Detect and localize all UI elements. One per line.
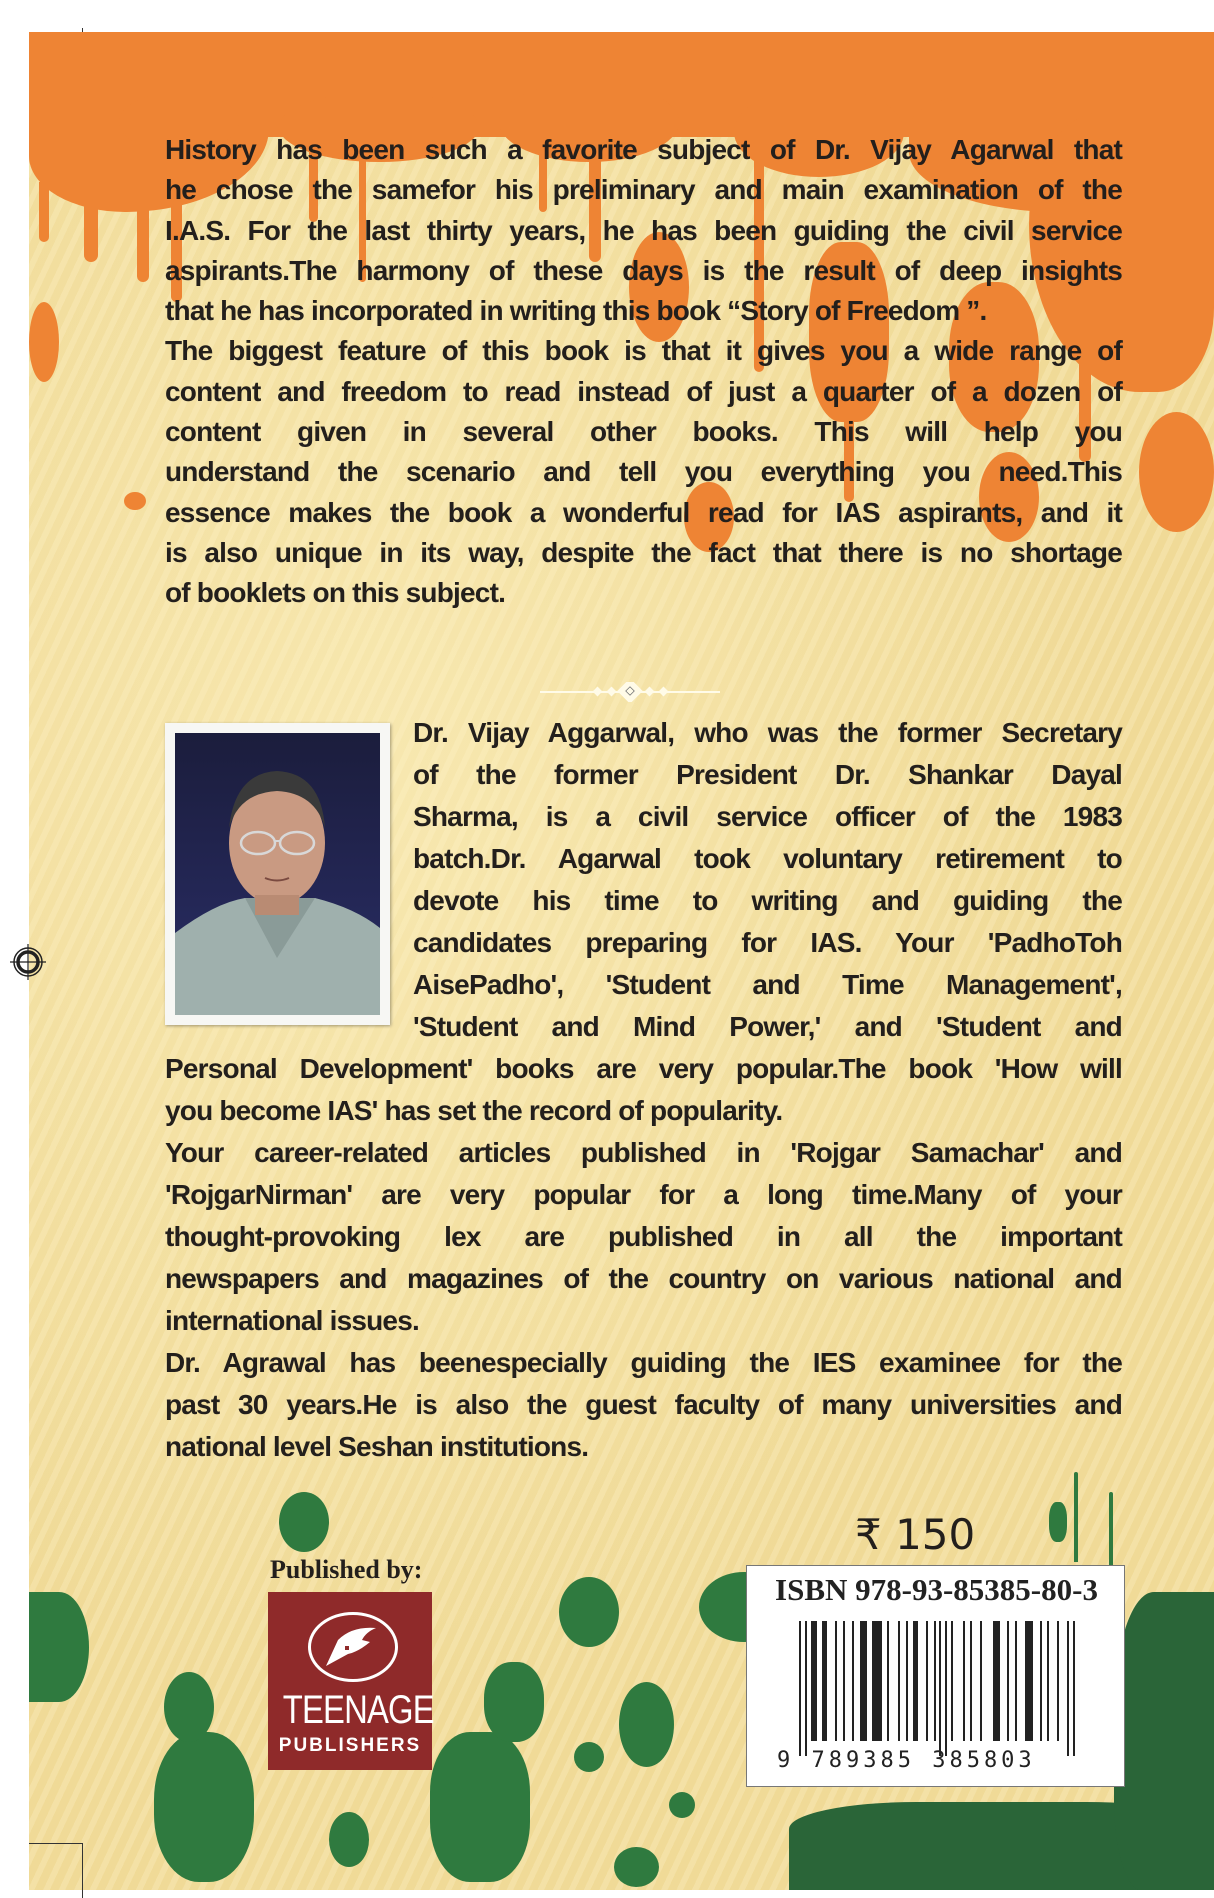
- bio-line: Personal Development' books are very popular.The book 'How will: [165, 1053, 1122, 1084]
- orange-splash: [29, 302, 59, 382]
- bio-line: Your career-related articles published in 'Rojgar Samachar' and: [165, 1137, 1122, 1168]
- orange-drip: [137, 197, 149, 282]
- green-splash: [430, 1732, 530, 1882]
- bio-line: Dr. Agrawal has beenespecially guiding the IES examinee for the: [165, 1347, 1122, 1378]
- bio-line: national level Seshan institutions.: [165, 1431, 589, 1462]
- isbn-label: ISBN 978-93-85385-80-3: [775, 1572, 1098, 1607]
- orange-drip: [39, 182, 49, 242]
- description-line: content and freedom to read instead of just a quarter of a dozen of: [165, 375, 1122, 407]
- bio-line: AisePadho', 'Student and Time Management',: [413, 969, 1122, 1000]
- bio-line: newspapers and magazines of the country on various national and: [165, 1263, 1122, 1294]
- description-line: understand the scenario and tell you everything you need.This: [165, 456, 1122, 488]
- description-line: essence makes the book a wonderful read for IAS aspirants, and it: [165, 496, 1122, 528]
- green-splash: [619, 1682, 674, 1767]
- green-splash: [279, 1492, 329, 1552]
- description-line: is also unique in its way, despite the fact that there is no shortage: [165, 536, 1122, 568]
- green-drip: [1074, 1472, 1078, 1562]
- green-splash: [1049, 1502, 1067, 1542]
- bio-line: Dr. Vijay Aggarwal, who was the former Secretary: [413, 717, 1122, 748]
- isbn-barcode: [746, 1565, 1125, 1787]
- bio-line: batch.Dr. Agarwal took voluntary retirement to: [413, 843, 1122, 874]
- published-by-label: Published by:: [270, 1555, 423, 1584]
- green-splash: [29, 1592, 89, 1702]
- bio-line: devote his time to writing and guiding the: [413, 885, 1122, 916]
- description-line: that he has incorporated in writing this book “Story of Freedom ”.: [165, 295, 987, 327]
- bio-line: Sharma, is a civil service officer of the 1983: [413, 801, 1122, 832]
- green-splash: [164, 1672, 214, 1742]
- description-line: I.A.S. For the last thirty years, he has been guiding the civil service: [165, 214, 1122, 246]
- bio-line: thought-provoking lex are published in all the important: [165, 1221, 1122, 1252]
- green-splash: [614, 1847, 659, 1887]
- description-line: he chose the samefor his preliminary and main examination of the: [165, 174, 1122, 206]
- green-splash: [329, 1812, 369, 1867]
- green-splash: [669, 1792, 695, 1818]
- bio-line: candidates preparing for IAS. Your 'PadhoToh: [413, 927, 1122, 958]
- bio-line: international issues.: [165, 1305, 419, 1336]
- bio-line: you become IAS' has set the record of popularity.: [165, 1095, 783, 1126]
- orange-drip: [84, 192, 98, 262]
- description-line: The biggest feature of this book is that it gives you a wide range of: [165, 335, 1122, 367]
- bio-line: of the former President Dr. Shankar Dayal: [413, 759, 1122, 790]
- description-line: aspirants.The harmony of these days is the result of deep insights: [165, 254, 1122, 286]
- green-splash: [559, 1577, 619, 1647]
- barcode-icon: [795, 1621, 1085, 1756]
- crop-mark-bottom-left-h: [29, 1843, 83, 1844]
- author-bio: [165, 712, 1122, 1468]
- bio-line: 'RojgarNirman' are very popular for a long time.Many of your: [165, 1179, 1122, 1210]
- description-line: History has been such a favorite subject of Dr. Vijay Agarwal that: [165, 134, 1122, 165]
- green-drip: [1109, 1492, 1113, 1572]
- green-splash: [484, 1662, 544, 1742]
- publisher-logo: [268, 1592, 432, 1770]
- book-description: [165, 130, 1122, 614]
- ornamental-divider: [540, 682, 720, 702]
- registration-mark-icon: [10, 944, 46, 980]
- pen-nib-icon: [318, 1618, 382, 1674]
- publisher-name-line2: PUBLISHERS: [278, 1735, 422, 1756]
- description-line: content given in several other books. This will help you: [165, 416, 1122, 448]
- bio-line: past 30 years.He is also the guest faculty of many universities and: [165, 1389, 1122, 1420]
- orange-splash: [124, 492, 146, 510]
- price-label: ₹ 150: [855, 1510, 976, 1559]
- description-line: of booklets on this subject.: [165, 577, 506, 609]
- publisher-name-line1: TEENAGE: [282, 1688, 434, 1732]
- orange-splash: [1139, 412, 1214, 532]
- crop-mark-bottom-left-v: [82, 1843, 83, 1898]
- green-splash: [1114, 1592, 1214, 1890]
- bio-line: 'Student and Mind Power,' and 'Student and: [413, 1011, 1122, 1042]
- barcode-digits: 9 789385 385803: [777, 1748, 1036, 1773]
- green-splash: [154, 1732, 254, 1882]
- green-splash: [574, 1742, 604, 1772]
